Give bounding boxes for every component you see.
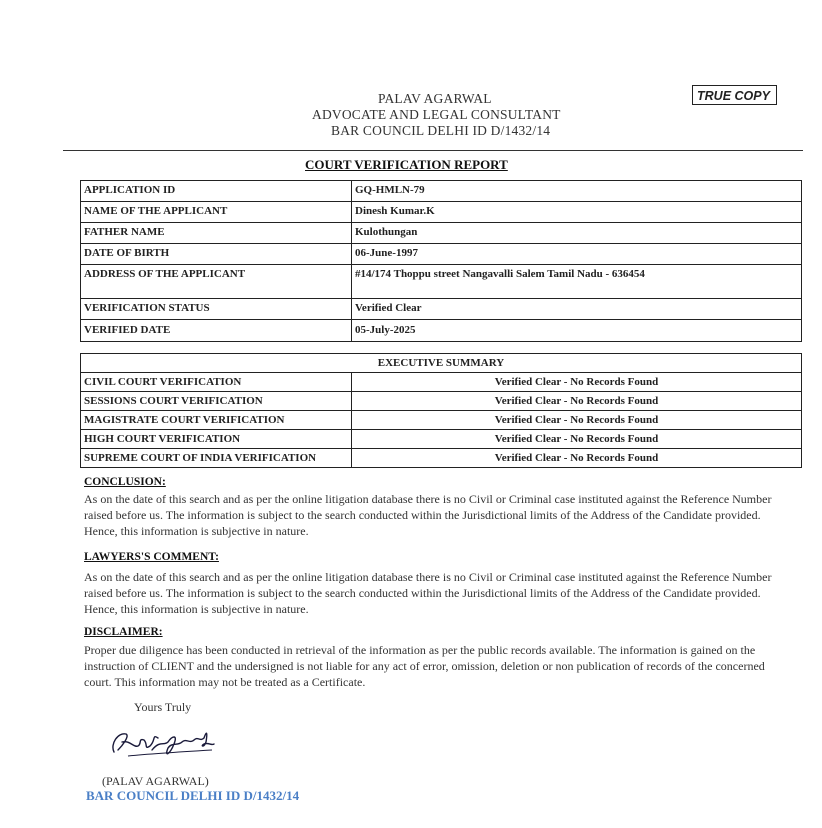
disclaimer-text: Proper due diligence has been conducted in retrieval of the information as per the public records available. The information is gained on the instruction of CLIENT and the undersigned is not liable for any act of error, omission, deletion or non publication of records of the concerned court. This information may not be treated as a Certificate. — [84, 643, 765, 689]
table-row — [81, 299, 802, 320]
signatory-bar-id: BAR COUNCIL DELHI ID D/1432/14 — [86, 788, 300, 803]
disclaimer-heading: DISCLAIMER: — [84, 626, 163, 638]
applicant-info-table — [80, 180, 802, 342]
sessions-court-result: Verified Clear - No Records Found — [352, 392, 802, 411]
bar-council-id: BAR COUNCIL DELHI ID D/1432/14 — [331, 123, 551, 138]
table-row — [81, 244, 802, 265]
conclusion-text: As on the date of this search and as per the online litigation database there is no Civil or Criminal case instituted against the Reference Number raised before us. The information is subject to the search conducted within the Jurisdictional limits of the Address of the Candidate provided. Hence, this information is subjective in nature. — [84, 492, 772, 538]
high-court-result: Verified Clear - No Records Found — [352, 430, 802, 449]
address-label: ADDRESS OF THE APPLICANT — [81, 265, 352, 299]
executive-summary-heading: EXECUTIVE SUMMARY — [81, 354, 802, 373]
signatory-name: (PALAV AGARWAL) — [102, 774, 209, 788]
table-row — [81, 223, 802, 244]
verification-status-label: VERIFICATION STATUS — [81, 299, 352, 320]
advocate-title: ADVOCATE AND LEGAL CONSULTANT — [312, 107, 561, 122]
lawyers-comment-text: As on the date of this search and as per the online litigation database there is no Civil or Criminal case instituted against the Reference Number raised before us. The information is subject to the search conducted within the Jurisdictional limits of the Address of the Candidate provided. Hence, this information is subjective in nature. — [84, 570, 772, 616]
applicant-name-label: NAME OF THE APPLICANT — [81, 202, 352, 223]
application-id-value: GQ-HMLN-79 — [352, 181, 802, 202]
magistrate-court-label: MAGISTRATE COURT VERIFICATION — [81, 411, 352, 430]
civil-court-result: Verified Clear - No Records Found — [352, 373, 802, 392]
true-copy-stamp: TRUE COPY — [692, 85, 777, 105]
supreme-court-label: SUPREME COURT OF INDIA VERIFICATION — [81, 449, 352, 468]
signature-image — [108, 722, 218, 762]
table-row — [81, 181, 802, 202]
table-row — [81, 320, 802, 342]
verified-date-value: 05-July-2025 — [352, 320, 802, 342]
table-row — [81, 449, 802, 468]
civil-court-label: CIVIL COURT VERIFICATION — [81, 373, 352, 392]
supreme-court-result: Verified Clear - No Records Found — [352, 449, 802, 468]
table-row — [81, 392, 802, 411]
father-name-value: Kulothungan — [352, 223, 802, 244]
yours-truly: Yours Truly — [134, 700, 192, 714]
date-of-birth-label: DATE OF BIRTH — [81, 244, 352, 265]
table-row — [81, 354, 802, 373]
table-row — [81, 202, 802, 223]
date-of-birth-value: 06-June-1997 — [352, 244, 802, 265]
application-id-label: APPLICATION ID — [81, 181, 352, 202]
table-row — [81, 373, 802, 392]
header-divider — [63, 150, 803, 151]
verification-status-value: Verified Clear — [352, 299, 802, 320]
advocate-name: PALAV AGARWAL — [378, 91, 492, 106]
sessions-court-label: SESSIONS COURT VERIFICATION — [81, 392, 352, 411]
verified-date-label: VERIFIED DATE — [81, 320, 352, 342]
address-value: #14/174 Thoppu street Nangavalli Salem Tamil Nadu - 636454 — [352, 265, 802, 299]
table-row — [81, 265, 802, 299]
report-title: COURT VERIFICATION REPORT — [305, 157, 508, 172]
applicant-name-value: Dinesh Kumar.K — [352, 202, 802, 223]
table-row — [81, 411, 802, 430]
lawyers-comment-heading: LAWYERS'S COMMENT: — [84, 551, 219, 563]
magistrate-court-result: Verified Clear - No Records Found — [352, 411, 802, 430]
high-court-label: HIGH COURT VERIFICATION — [81, 430, 352, 449]
table-row — [81, 430, 802, 449]
executive-summary-table — [80, 353, 802, 468]
conclusion-heading: CONCLUSION: — [84, 476, 166, 488]
father-name-label: FATHER NAME — [81, 223, 352, 244]
